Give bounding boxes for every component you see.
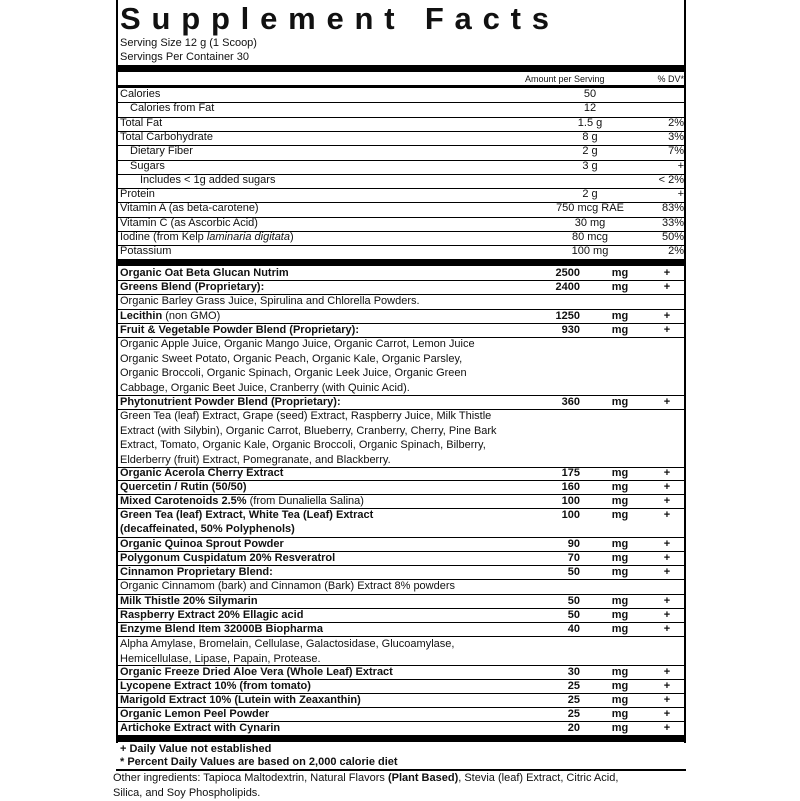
nutrient-label: Total Carbohydrate	[120, 130, 213, 143]
ingredient-unit: mg	[611, 708, 629, 720]
ingredient-dv: +	[663, 495, 671, 507]
ingredient-name: Phytonutrient Powder Blend (Proprietary):	[120, 396, 341, 408]
nutrient-amount: 2 g	[582, 188, 598, 201]
ingredient-amount: 100	[561, 509, 580, 521]
ingredient-unit: mg	[611, 324, 629, 336]
ingredient-dv: +	[663, 708, 671, 720]
ingredient-dv: +	[663, 680, 671, 692]
ingredient-unit: mg	[611, 509, 629, 521]
ingredient-unit: mg	[611, 281, 629, 293]
ingredient-name: Quercetin / Rutin (50/50)	[120, 481, 247, 493]
ingredient-amount: 360	[561, 396, 580, 408]
ingredient-dv: +	[663, 481, 671, 493]
ingredient-dv: +	[663, 324, 671, 336]
ingredient-unit: mg	[611, 481, 629, 493]
top-thick-bar	[116, 65, 686, 72]
nutrient-dv: < 2%	[658, 173, 684, 186]
ingredient-name: Mixed Carotenoids 2.5% (from Dunaliella Salina)	[120, 495, 364, 507]
ingredient-dv: +	[663, 509, 671, 521]
servings-per-container: Servings Per Container 30	[120, 51, 250, 63]
other-ingredients: Other ingredients: Tapioca Maltodextrin, Natural Flavors (Plant Based), Stevia (leaf) Extract, Citric Acid, Silica, and Soy Phospholipids.	[113, 772, 619, 799]
ingredient-name: Green Tea (leaf) Extract, White Tea (Leaf) Extract	[120, 509, 374, 521]
ingredient-dv: +	[663, 552, 671, 564]
mid-thick-bar	[116, 259, 686, 266]
nutrient-label: Calories	[120, 88, 161, 100]
ingredient-name: Lycopene Extract 10% (from tomato)	[120, 680, 311, 692]
ingredient-amount: 930	[561, 324, 580, 336]
nutrient-label: Protein	[120, 188, 155, 201]
ingredient-amount: 25	[567, 680, 580, 692]
nutrient-amount: 80 mcg	[571, 231, 609, 243]
ingredient-unit: mg	[611, 396, 629, 408]
ingredient-amount: 50	[567, 595, 580, 607]
nutrient-label: Total Fat	[120, 116, 163, 129]
ingredient-unit: mg	[611, 467, 629, 479]
ingredient-unit: mg	[611, 722, 629, 734]
nutrient-label: Vitamin A (as beta-carotene)	[120, 202, 259, 215]
ingredient-description-text: Organic Cinnamom (bark) and Cinnamon (Bark) Extract 8% powders	[120, 580, 456, 592]
ingredient-dv: +	[663, 566, 671, 578]
ingredient-unit: mg	[611, 595, 629, 607]
ingredient-dv: +	[663, 666, 671, 678]
ingredient-amount: 30	[567, 666, 580, 678]
ingredient-unit: mg	[611, 495, 629, 507]
ingredient-name: Organic Freeze Dried Aloe Vera (Whole Leaf) Extract	[120, 666, 393, 678]
ingredient-amount: 2400	[555, 281, 580, 293]
nutrient-label: Potassium	[120, 245, 172, 258]
ingredient-name: Cinnamon Proprietary Blend:	[120, 566, 273, 578]
ingredient-amount: 1250	[555, 310, 580, 322]
ingredient-unit: mg	[611, 623, 629, 635]
panel-title: Supplement Facts	[120, 1, 560, 36]
ingredient-unit: mg	[611, 538, 629, 550]
ingredient-dv: +	[663, 267, 671, 279]
bottom-thick-bar	[116, 735, 686, 742]
ingredient-dv: +	[663, 694, 671, 706]
nutrient-amount: 12	[583, 102, 597, 115]
ingredient-amount: 175	[561, 467, 580, 479]
ingredient-amount: 160	[561, 481, 580, 493]
ingredient-dv: +	[663, 623, 671, 635]
ingredient-dv: +	[663, 281, 671, 293]
nutrient-amount: 750 mcg RAE	[556, 202, 624, 215]
ingredient-name: Greens Blend (Proprietary):	[120, 281, 265, 293]
ingredient-amount: 2500	[555, 267, 580, 279]
nutrient-amount: 100 mg	[571, 245, 609, 258]
ingredient-dv: +	[663, 310, 671, 322]
amount-per-serving-header: Amount per Serving	[525, 74, 605, 84]
nutrient-label: Vitamin C (as Ascorbic Acid)	[120, 216, 258, 229]
ingredient-amount: 25	[567, 694, 580, 706]
ingredient-dv: +	[663, 722, 671, 734]
nutrient-label: Dietary Fiber	[130, 145, 193, 158]
nutrient-dv: 2%	[668, 245, 684, 258]
ingredient-name: Polygonum Cuspidatum 20% Resveratrol	[120, 552, 336, 564]
nutrient-amount: 30 mg	[574, 216, 606, 229]
ingredient-amount: 70	[567, 552, 580, 564]
ingredient-amount: 50	[567, 566, 580, 578]
ingredient-name: Marigold Extract 10% (Lutein with Zeaxanthin)	[120, 694, 361, 706]
nutrient-dv: 50%	[661, 231, 684, 243]
ingredient-description: Organic Apple Juice, Organic Mango Juice, Organic Carrot, Lemon Juice Organic Sweet Potato, Organic Peach, Organic Kale, Organic Parsley, Organic Broccoli, Organic Spinach, Organic Leek Juice, Organic Green Cabbage, Organic Beet Juice, Cranberry (with Quinic Acid).	[120, 338, 475, 395]
ingredient-unit: mg	[611, 267, 629, 279]
ingredient-unit: mg	[611, 666, 629, 678]
ingredient-name: Artichoke Extract with Cynarin	[120, 722, 281, 734]
footnote-dv-not-established: + Daily Value not established	[120, 743, 272, 755]
nutrient-amount: 8 g	[582, 130, 598, 143]
nutrient-amount: 50	[583, 88, 597, 100]
ingredient-name: Milk Thistle 20% Silymarin	[120, 595, 258, 607]
ingredient-amount: 20	[567, 722, 580, 734]
dv-header: % DV*	[657, 74, 684, 84]
ingredient-unit: mg	[611, 310, 629, 322]
ingredient-amount: 40	[567, 623, 580, 635]
nutrient-amount: 3 g	[582, 159, 598, 172]
nutrient-dv: +	[677, 188, 684, 201]
serving-size: Serving Size 12 g (1 Scoop)	[120, 37, 257, 49]
ingredient-description: Green Tea (leaf) Extract, Grape (seed) Extract, Raspberry Juice, Milk Thistle Extract (with Silybin), Organic Carrot, Blueberry, Cranberry, Cherry, Pine Bark Extract, Tomato, Organic Kale, Organic Broccoli, Organic Spinach, Bilberry, Elderberry (fruit) Extract, Pomegranate, and Blackberry.	[120, 410, 497, 467]
ingredient-unit: mg	[611, 694, 629, 706]
nutrient-amount: 1.5 g	[577, 116, 603, 129]
ingredient-name: Organic Acerola Cherry Extract	[120, 467, 284, 479]
ingredient-name: Organic Quinoa Sprout Powder	[120, 538, 284, 550]
ingredient-amount: 100	[561, 495, 580, 507]
nutrient-dv: 7%	[668, 145, 684, 158]
ingredient-name: Organic Oat Beta Glucan Nutrim	[120, 267, 289, 279]
ingredient-name: Organic Lemon Peel Powder	[120, 708, 270, 720]
ingredient-description: Alpha Amylase, Bromelain, Cellulase, Galactosidase, Glucoamylase, Hemicellulase, Lipase, Papain, Protease.	[120, 638, 455, 665]
nutrient-dv: 2%	[668, 116, 684, 129]
ingredient-name: Fruit & Vegetable Powder Blend (Proprietary):	[120, 324, 359, 336]
nutrient-amount: 2 g	[582, 145, 598, 158]
ingredient-amount: 90	[567, 538, 580, 550]
ingredient-name: Lecithin (non GMO)	[120, 310, 221, 322]
nutrient-dv: +	[677, 159, 684, 172]
nutrient-dv: 83%	[661, 202, 684, 215]
footnote-calorie-diet: * Percent Daily Values are based on 2,000 calorie diet	[120, 756, 398, 768]
ingredient-name: Raspberry Extract 20% Ellagic acid	[120, 609, 304, 621]
ingredient-dv: +	[663, 609, 671, 621]
nutrient-label: Sugars	[130, 159, 165, 172]
ingredient-amount: 50	[567, 609, 580, 621]
nutrient-dv: 3%	[668, 130, 684, 143]
ingredient-description: Organic Barley Grass Juice, Spirulina and Chlorella Powders.	[120, 295, 420, 307]
nutrient-dv: 33%	[661, 216, 684, 229]
nutrient-label: Calories from Fat	[130, 102, 215, 115]
ingredient-amount: 25	[567, 708, 580, 720]
ingredient-dv: +	[663, 467, 671, 479]
ingredient-unit: mg	[611, 609, 629, 621]
ingredient-name: (decaffeinated, 50% Polyphenols)	[120, 523, 295, 535]
nutrient-label: Includes < 1g added sugars	[140, 173, 276, 186]
ingredient-dv: +	[663, 595, 671, 607]
ingredient-dv: +	[663, 538, 671, 550]
ingredient-unit: mg	[611, 552, 629, 564]
ingredient-dv: +	[663, 396, 671, 408]
ingredient-name: Enzyme Blend Item 32000B Biopharma	[120, 623, 323, 635]
ingredient-unit: mg	[611, 566, 629, 578]
nutrient-label: Iodine (from Kelp laminaria digitata)	[120, 231, 294, 243]
ingredient-unit: mg	[611, 680, 629, 692]
